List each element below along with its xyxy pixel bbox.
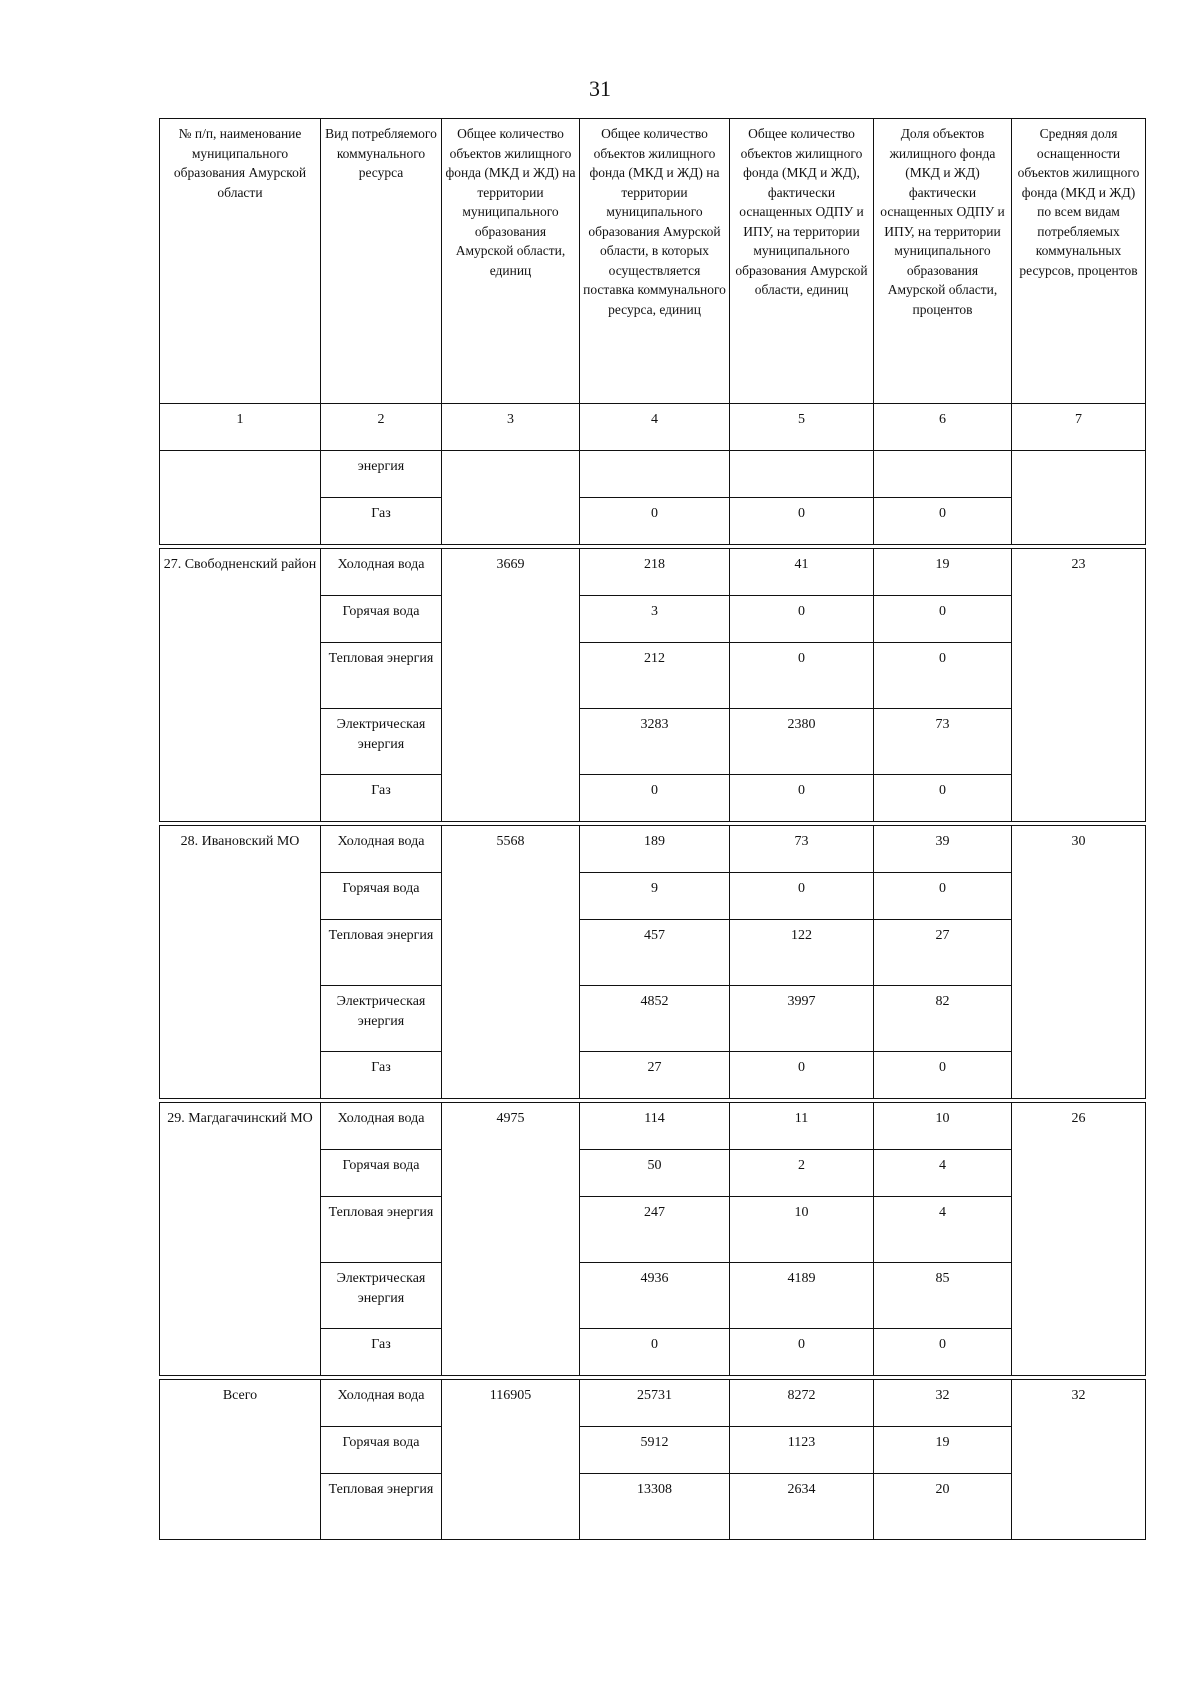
supplied-objects: 9 bbox=[580, 873, 730, 920]
total-objects: 4975 bbox=[442, 1103, 580, 1376]
equipped-objects: 0 bbox=[730, 498, 874, 545]
equipped-share: 82 bbox=[874, 986, 1012, 1052]
header-row bbox=[160, 119, 1146, 404]
average-share: 32 bbox=[1012, 1380, 1146, 1540]
supplied-objects: 25731 bbox=[580, 1380, 730, 1427]
supplied-objects: 3 bbox=[580, 596, 730, 643]
supplied-objects: 212 bbox=[580, 643, 730, 709]
header-average-share: Средняя доля оснащенности объектов жилищного фонда (МКД и ЖД) по всем видам потребляемых коммунальных ресурсов, процентов bbox=[1012, 119, 1146, 404]
equipped-share: 4 bbox=[874, 1197, 1012, 1263]
equipped-objects: 10 bbox=[730, 1197, 874, 1263]
equipped-share: 39 bbox=[874, 826, 1012, 873]
equipped-objects: 0 bbox=[730, 643, 874, 709]
resource-type: энергия bbox=[321, 451, 442, 498]
equipped-objects: 0 bbox=[730, 775, 874, 822]
resource-type: Газ bbox=[321, 498, 442, 545]
column-number: 1 bbox=[160, 404, 321, 451]
supplied-objects: 4936 bbox=[580, 1263, 730, 1329]
average-share: 26 bbox=[1012, 1103, 1146, 1376]
equipped-share: 20 bbox=[874, 1474, 1012, 1540]
resource-type: Горячая вода bbox=[321, 1427, 442, 1474]
resource-type: Холодная вода bbox=[321, 1380, 442, 1427]
resource-type: Горячая вода bbox=[321, 596, 442, 643]
supplied-objects: 3283 bbox=[580, 709, 730, 775]
supplied-objects: 247 bbox=[580, 1197, 730, 1263]
supplied-objects: 5912 bbox=[580, 1427, 730, 1474]
page-number: 31 bbox=[589, 76, 611, 101]
metering-table bbox=[159, 118, 1146, 1540]
table-row bbox=[160, 1380, 1146, 1427]
resource-type: Газ bbox=[321, 775, 442, 822]
supplied-objects: 4852 bbox=[580, 986, 730, 1052]
supplied-objects: 50 bbox=[580, 1150, 730, 1197]
column-number: 2 bbox=[321, 404, 442, 451]
equipped-objects: 8272 bbox=[730, 1380, 874, 1427]
equipped-objects: 122 bbox=[730, 920, 874, 986]
equipped-objects: 11 bbox=[730, 1103, 874, 1150]
resource-type: Тепловая энергия bbox=[321, 920, 442, 986]
equipped-objects: 1123 bbox=[730, 1427, 874, 1474]
average-share: 30 bbox=[1012, 826, 1146, 1099]
equipped-objects: 2380 bbox=[730, 709, 874, 775]
municipality-name: Всего bbox=[160, 1380, 321, 1540]
municipality-name: 29. Магдагачинский МО bbox=[160, 1103, 321, 1376]
equipped-objects: 2 bbox=[730, 1150, 874, 1197]
equipped-objects: 0 bbox=[730, 873, 874, 920]
equipped-objects: 2634 bbox=[730, 1474, 874, 1540]
header-equipped-share: Доля объектов жилищного фонда (МКД и ЖД) фактически оснащенных ОДПУ и ИПУ, на территории муниципального образования Амурской области, процентов bbox=[874, 119, 1012, 404]
equipped-share: 0 bbox=[874, 1052, 1012, 1099]
equipped-share: 0 bbox=[874, 498, 1012, 545]
resource-type: Электрическая энергия bbox=[321, 709, 442, 775]
header-total-objects: Общее количество объектов жилищного фонда (МКД и ЖД) на территории муниципального образования Амурской области, единиц bbox=[442, 119, 580, 404]
equipped-share: 0 bbox=[874, 1329, 1012, 1376]
total-objects: 3669 bbox=[442, 549, 580, 822]
table-body bbox=[160, 451, 1146, 1540]
supplied-objects: 114 bbox=[580, 1103, 730, 1150]
column-number: 3 bbox=[442, 404, 580, 451]
header-equipped-objects: Общее количество объектов жилищного фонда (МКД и ЖД), фактически оснащенных ОДПУ и ИПУ, на территории муниципального образования Амурской области, единиц bbox=[730, 119, 874, 404]
equipped-share: 27 bbox=[874, 920, 1012, 986]
equipped-objects: 41 bbox=[730, 549, 874, 596]
table-row bbox=[160, 451, 1146, 498]
municipality-name bbox=[160, 451, 321, 545]
equipped-share: 85 bbox=[874, 1263, 1012, 1329]
municipality-name: 27. Свободненский район bbox=[160, 549, 321, 822]
header-municipality: № п/п, наименование муниципального образования Амурской области bbox=[160, 119, 321, 404]
supplied-objects bbox=[580, 451, 730, 498]
column-number: 5 bbox=[730, 404, 874, 451]
equipped-share: 73 bbox=[874, 709, 1012, 775]
supplied-objects: 13308 bbox=[580, 1474, 730, 1540]
equipped-objects: 0 bbox=[730, 596, 874, 643]
municipality-name: 28. Ивановский МО bbox=[160, 826, 321, 1099]
equipped-share: 0 bbox=[874, 643, 1012, 709]
table-row bbox=[160, 549, 1146, 596]
supplied-objects: 218 bbox=[580, 549, 730, 596]
equipped-share: 19 bbox=[874, 549, 1012, 596]
resource-type: Горячая вода bbox=[321, 1150, 442, 1197]
equipped-share: 4 bbox=[874, 1150, 1012, 1197]
resource-type: Электрическая энергия bbox=[321, 986, 442, 1052]
resource-type: Газ bbox=[321, 1329, 442, 1376]
equipped-objects: 73 bbox=[730, 826, 874, 873]
resource-type: Тепловая энергия bbox=[321, 1474, 442, 1540]
equipped-share: 32 bbox=[874, 1380, 1012, 1427]
resource-type: Холодная вода bbox=[321, 549, 442, 596]
equipped-objects: 4189 bbox=[730, 1263, 874, 1329]
supplied-objects: 457 bbox=[580, 920, 730, 986]
supplied-objects: 0 bbox=[580, 775, 730, 822]
table-row bbox=[160, 1103, 1146, 1150]
equipped-share: 0 bbox=[874, 775, 1012, 822]
equipped-objects: 0 bbox=[730, 1052, 874, 1099]
equipped-share: 0 bbox=[874, 873, 1012, 920]
column-number: 4 bbox=[580, 404, 730, 451]
average-share bbox=[1012, 451, 1146, 545]
total-objects: 5568 bbox=[442, 826, 580, 1099]
resource-type: Холодная вода bbox=[321, 1103, 442, 1150]
supplied-objects: 0 bbox=[580, 498, 730, 545]
header-resource-type: Вид потребляемого коммунального ресурса bbox=[321, 119, 442, 404]
equipped-objects: 3997 bbox=[730, 986, 874, 1052]
resource-type: Тепловая энергия bbox=[321, 1197, 442, 1263]
column-number: 6 bbox=[874, 404, 1012, 451]
supplied-objects: 189 bbox=[580, 826, 730, 873]
resource-type: Электрическая энергия bbox=[321, 1263, 442, 1329]
column-number-row bbox=[160, 404, 1146, 451]
total-objects bbox=[442, 451, 580, 545]
resource-type: Холодная вода bbox=[321, 826, 442, 873]
equipped-objects: 0 bbox=[730, 1329, 874, 1376]
resource-type: Горячая вода bbox=[321, 873, 442, 920]
supplied-objects: 27 bbox=[580, 1052, 730, 1099]
resource-type: Газ bbox=[321, 1052, 442, 1099]
header-supplied-objects: Общее количество объектов жилищного фонда (МКД и ЖД) на территории муниципального образования Амурской области, в которых осуществляется поставка коммунального ресурса, единиц bbox=[580, 119, 730, 404]
equipped-share: 0 bbox=[874, 596, 1012, 643]
equipped-objects bbox=[730, 451, 874, 498]
column-number: 7 bbox=[1012, 404, 1146, 451]
table-row bbox=[160, 826, 1146, 873]
resource-type: Тепловая энергия bbox=[321, 643, 442, 709]
total-objects: 116905 bbox=[442, 1380, 580, 1540]
average-share: 23 bbox=[1012, 549, 1146, 822]
supplied-objects: 0 bbox=[580, 1329, 730, 1376]
equipped-share: 10 bbox=[874, 1103, 1012, 1150]
equipped-share bbox=[874, 451, 1012, 498]
equipped-share: 19 bbox=[874, 1427, 1012, 1474]
